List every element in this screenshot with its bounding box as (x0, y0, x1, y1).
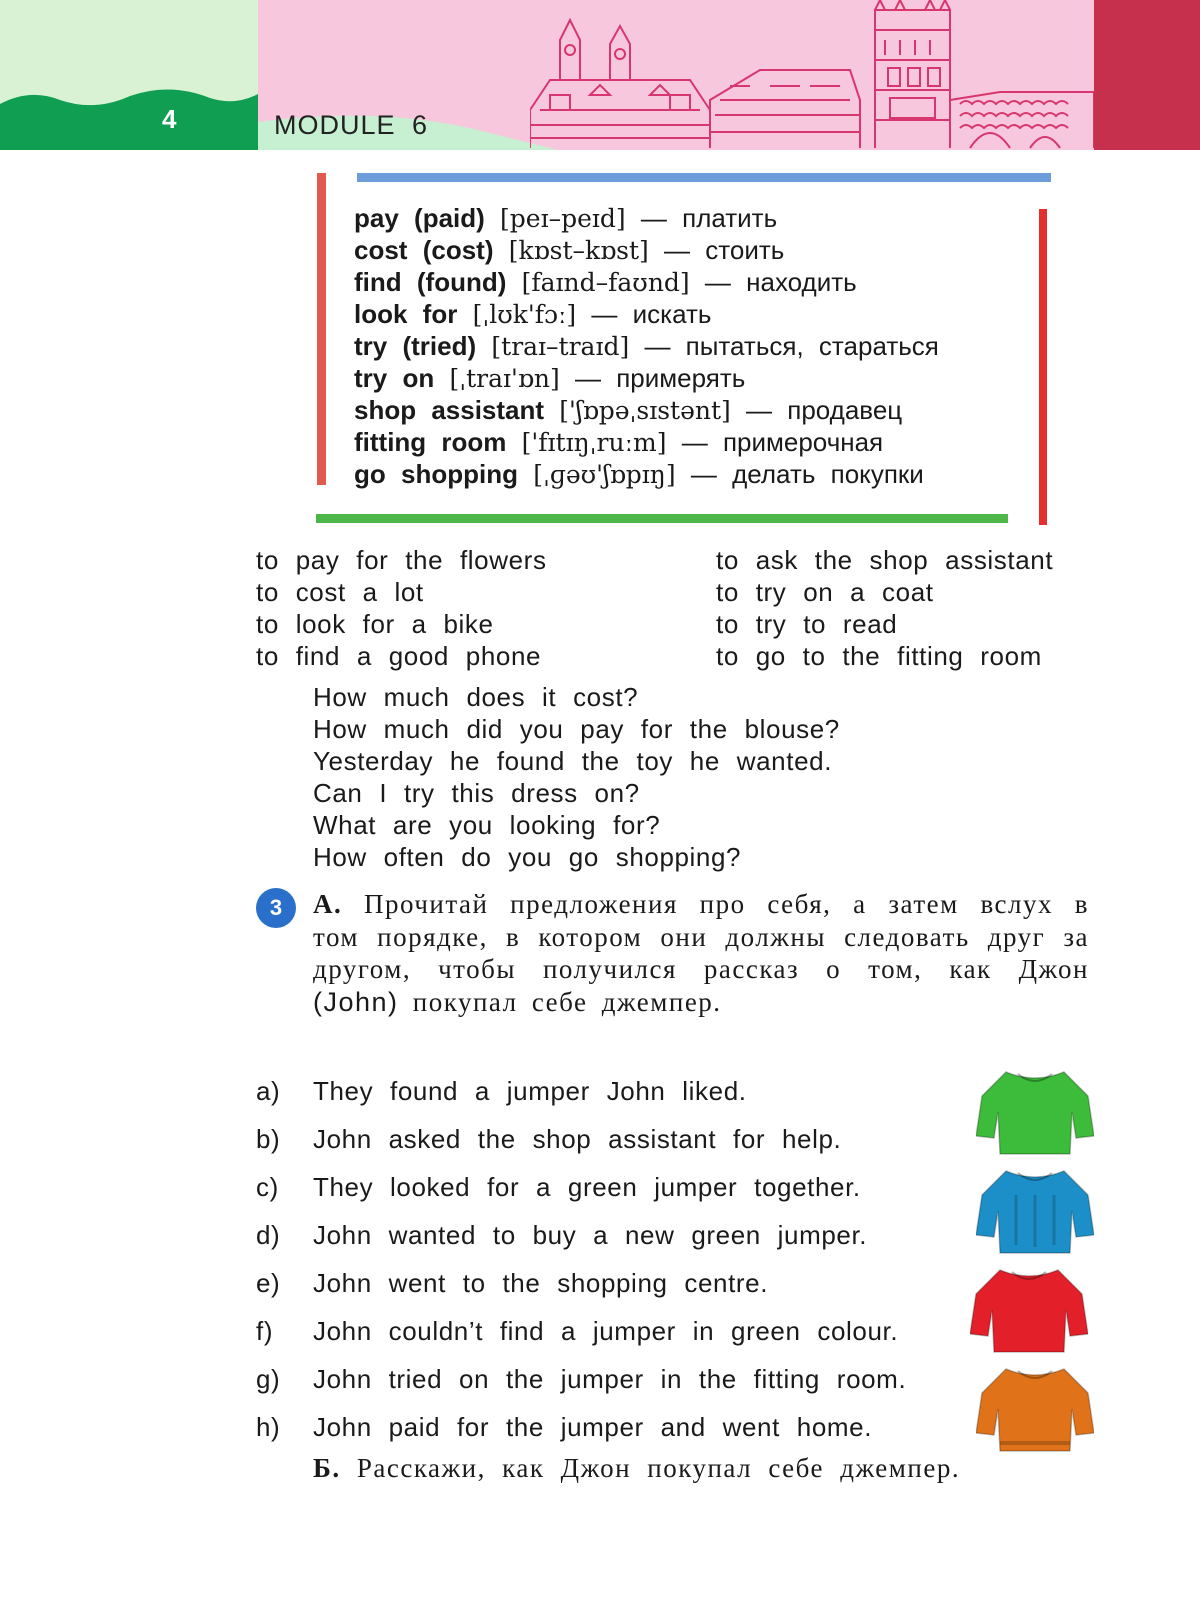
vocab-translation: — искать (591, 299, 712, 329)
vocab-ipa: [faɪnd–faʊnd] (521, 268, 690, 297)
page-header (0, 0, 1200, 150)
vocab-word: cost (354, 235, 408, 265)
part-b-label: Б. (313, 1453, 341, 1483)
vocab-entry (354, 458, 1054, 490)
example-sentence: Yesterday he found the toy he wanted. (313, 746, 833, 776)
vocab-word: go shopping (354, 459, 518, 489)
vocab-frame-left (317, 173, 326, 485)
blue-jumper-image (976, 1165, 1094, 1257)
phrase: to pay for the flowers (256, 545, 547, 575)
vocab-word: try on (354, 363, 435, 393)
vocab-translation: — платить (640, 203, 778, 233)
sentence-label: a) (256, 1076, 281, 1106)
sentence-label: b) (256, 1124, 281, 1154)
phrase: to try on a coat (716, 577, 934, 607)
story-sentences (256, 1067, 906, 1451)
phrase: to ask the shop assistant (716, 545, 1054, 575)
jumper-body (976, 1369, 1094, 1451)
vocab-translation: — пытаться, стараться (644, 331, 939, 361)
vocab-translation: — примерять (574, 363, 746, 393)
example-sentence: Can I try this dress on? (313, 778, 640, 808)
story-sentence (256, 1307, 906, 1355)
vocab-translation: — делать покупки (690, 459, 924, 489)
phrase: to look for a bike (256, 609, 494, 639)
story-sentence (256, 1115, 906, 1163)
sentence-text: John paid for the jumper and went home. (313, 1412, 873, 1442)
vocab-entry (354, 234, 1054, 266)
module-title: MODULE 6 (274, 110, 429, 140)
page-number: 4 (162, 104, 177, 134)
example-sentence: How often do you go shopping? (313, 842, 742, 872)
vocab-entry (354, 426, 1054, 458)
example-sentence: How much does it cost? (313, 682, 639, 712)
sentence-label: d) (256, 1220, 281, 1250)
vocab-ipa: [ˌlʊk'fɔː] (472, 300, 577, 329)
example-sentence: How much did you pay for the blouse? (313, 714, 840, 744)
sentence-label: h) (256, 1412, 281, 1442)
phrase: to cost a lot (256, 577, 424, 607)
sentence-text: John asked the shop assistant for help. (313, 1124, 842, 1154)
sentence-text: John went to the shopping centre. (313, 1268, 769, 1298)
vocab-ipa: [traɪ–traɪd] (491, 332, 630, 361)
example-sentences (313, 681, 840, 873)
story-sentence (256, 1163, 906, 1211)
instruction-text-end: покупал себе джемпер. (412, 986, 722, 1017)
vocab-word: pay (354, 203, 399, 233)
jumper-body (970, 1270, 1088, 1352)
vocab-word: look for (354, 299, 458, 329)
vocab-entry (354, 330, 1054, 362)
vocab-word: try (354, 331, 388, 361)
exercise-number-badge: 3 (256, 888, 296, 928)
vocab-ipa: [peɪ–peɪd] (500, 204, 626, 233)
vocab-translation: — примерочная (681, 427, 884, 457)
vocab-entry (354, 362, 1054, 394)
story-sentence (256, 1259, 906, 1307)
phrase: to go to the fitting room (716, 641, 1042, 671)
part-b-text: Расскажи, как Джон покупал себе джемпер. (356, 1453, 961, 1483)
instruction-latin-name: (John) (313, 986, 399, 1017)
vocab-frame-bottom (316, 514, 1008, 523)
story-sentence (256, 1355, 906, 1403)
instruction-text: Прочитай предложения про себя, а затем вслух в том порядке, в котором они должны следовать друг за другом, чтобы получился рассказ о том, как Джон (313, 889, 1090, 984)
jumper-body (976, 1072, 1094, 1154)
vocab-ipa: [kɒst–kɒst] (508, 236, 649, 265)
vocabulary-list (354, 202, 1054, 490)
vocab-ipa: ['fɪtɪŋˌruːm] (521, 428, 667, 457)
exercise-instruction (313, 888, 1089, 1018)
vocab-form: (paid) (414, 203, 485, 233)
vocab-translation: — стоить (664, 235, 785, 265)
vocab-ipa: [ˌɡəʊ'ʃɒpɪŋ] (533, 460, 676, 489)
header-red-panel (1094, 0, 1200, 150)
sentence-label: c) (256, 1172, 279, 1202)
sentence-text: John wanted to buy a new green jumper. (313, 1220, 868, 1250)
vocab-word: shop assistant (354, 395, 545, 425)
phrases-left-column (256, 544, 547, 672)
phrases-right-column (716, 544, 1053, 672)
sentence-text: They looked for a green jumper together. (313, 1172, 861, 1202)
vocab-word: fitting room (354, 427, 507, 457)
sentence-text: John couldn’t find a jumper in green colour. (313, 1316, 899, 1346)
vocab-entry (354, 298, 1054, 330)
vocab-entry (354, 394, 1054, 426)
sentence-text: They found a jumper John liked. (313, 1076, 747, 1106)
vocab-word: find (354, 267, 402, 297)
phrase: to find a good phone (256, 641, 542, 671)
vocab-translation: — продавец (746, 395, 903, 425)
vocab-entry (354, 266, 1054, 298)
sentence-label: e) (256, 1268, 281, 1298)
part-b-task (313, 1453, 960, 1484)
vocab-frame-top (357, 173, 1051, 182)
story-sentence (256, 1403, 906, 1451)
green-jumper-image (976, 1066, 1094, 1158)
vocab-form: (tried) (402, 331, 477, 361)
vocab-translation: — находить (704, 267, 857, 297)
header-green-waves (0, 82, 258, 150)
vocab-form: (cost) (422, 235, 494, 265)
story-sentence (256, 1067, 906, 1115)
orange-jumper-image (976, 1363, 1094, 1455)
example-sentence: What are you looking for? (313, 810, 661, 840)
sentence-label: f) (256, 1316, 274, 1346)
red-jumper-image (970, 1264, 1088, 1356)
vocab-ipa: [ˌtraɪ'ɒn] (449, 364, 560, 393)
sentence-label: g) (256, 1364, 281, 1394)
phrase: to try to read (716, 609, 898, 639)
part-a-label: А. (313, 889, 343, 919)
vocab-entry (354, 202, 1054, 234)
castle-illustration (530, 0, 1094, 150)
vocab-ipa: ['ʃɒpəˌsɪstənt] (559, 396, 731, 425)
vocab-form: (found) (416, 267, 507, 297)
sentence-text: John tried on the jumper in the fitting room. (313, 1364, 907, 1394)
story-sentence (256, 1211, 906, 1259)
